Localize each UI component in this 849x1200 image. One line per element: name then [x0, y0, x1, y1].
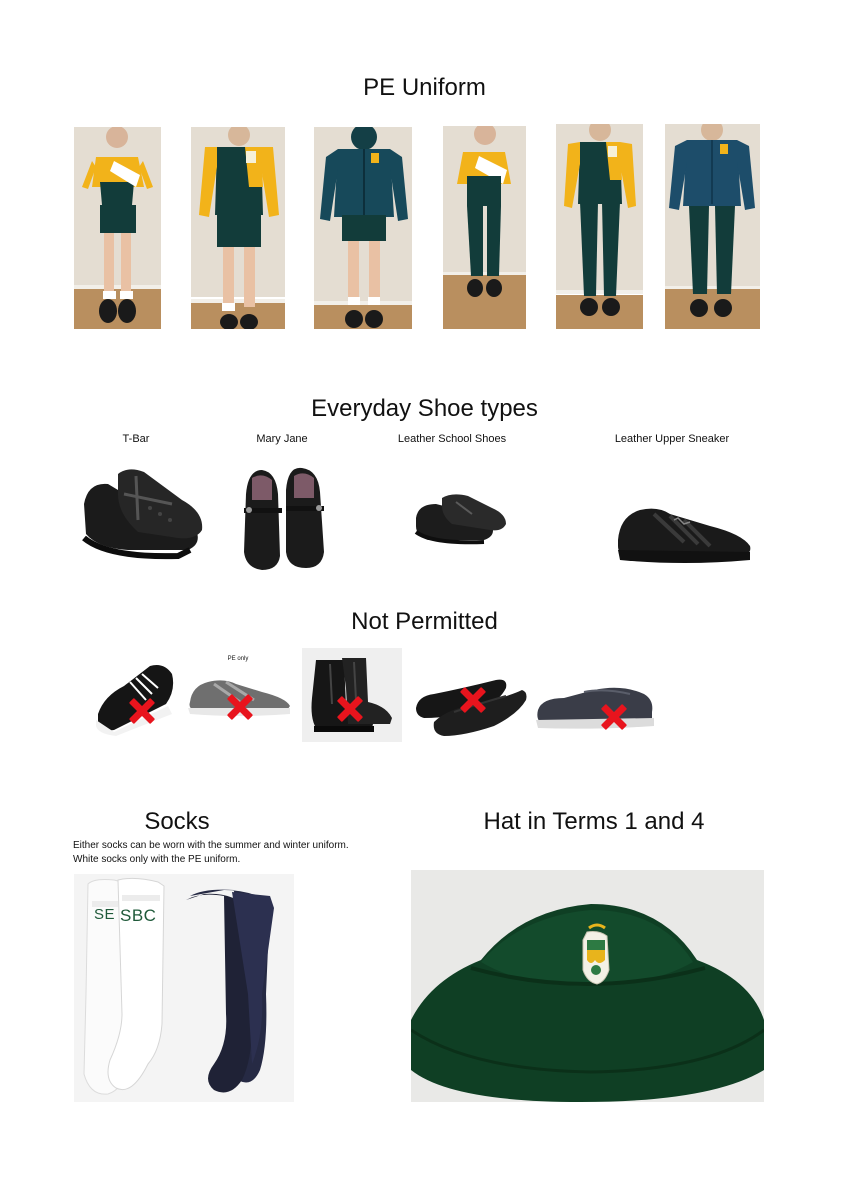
shoe-label-leather-upper-sneaker: Leather Upper Sneaker	[614, 433, 730, 445]
slip-on-image	[534, 680, 658, 734]
mary-jane-shoe-image	[240, 464, 328, 574]
leather-school-shoes-image	[412, 492, 508, 548]
not-permitted-canvas-sneaker	[94, 660, 176, 736]
socks-note-line-1: Either socks can be worn with the summer and winter uniform.	[73, 840, 349, 851]
everyday-shoes-title: Everyday Shoe types	[311, 395, 538, 422]
socks-note	[73, 839, 413, 867]
not-permitted-cross-icon	[462, 690, 484, 710]
not-permitted-title: Not Permitted	[351, 608, 498, 635]
pe-only-label: PE only	[227, 656, 249, 662]
not-permitted-ballet-flats	[414, 674, 528, 738]
not-permitted-cross-icon	[226, 694, 254, 720]
pe-uniform-photo-polo-trackpants	[443, 126, 526, 329]
not-permitted-cross-icon	[600, 704, 628, 730]
pe-uniform-photo-jacket-trackpants	[665, 124, 760, 329]
sock-text-partial: SE	[94, 906, 116, 923]
not-permitted-running-shoe	[186, 672, 292, 718]
socks-photo	[74, 874, 294, 1102]
pe-uniform-title: PE Uniform	[363, 74, 486, 101]
bucket-hat-image	[411, 870, 764, 1102]
t-bar-shoe-image	[78, 464, 206, 570]
not-permitted-cross-icon	[128, 698, 156, 724]
not-permitted-boots	[302, 648, 402, 742]
pe-uniform-photo-rugby-trackpants	[556, 124, 643, 329]
hat-photo	[411, 870, 764, 1102]
pe-uniform-photo-polo-shorts	[74, 127, 161, 329]
leather-upper-sneaker-image	[614, 500, 756, 566]
sock-text: SBC	[120, 906, 157, 925]
socks-note-line-2: White socks only with the PE uniform.	[73, 854, 241, 865]
not-permitted-cross-icon	[336, 696, 364, 722]
pe-uniform-photo-jacket-shorts	[314, 127, 412, 329]
pe-uniform-photo-rugby-shorts	[191, 127, 285, 329]
hat-title: Hat in Terms 1 and 4	[483, 808, 705, 835]
not-permitted-slip-on	[534, 680, 658, 734]
shoe-label-t-bar: T-Bar	[122, 433, 150, 445]
shoe-label-mary-jane: Mary Jane	[256, 433, 308, 445]
boots-image	[302, 648, 402, 742]
shoe-label-leather-school-shoes: Leather School Shoes	[397, 433, 507, 445]
socks-title: Socks	[144, 808, 210, 835]
